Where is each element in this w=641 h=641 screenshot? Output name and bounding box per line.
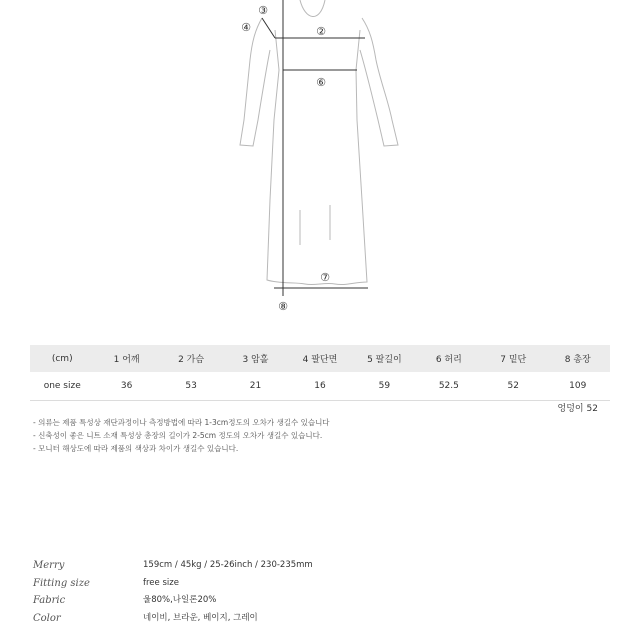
- marker-4: ④: [241, 21, 251, 34]
- marker-8: ⑧: [278, 300, 288, 313]
- info-label: Color: [33, 612, 61, 624]
- marker-7: ⑦: [320, 271, 330, 284]
- measure-lines: [262, 0, 368, 296]
- info-label: Fabric: [33, 595, 66, 606]
- info-row-model: [33, 557, 433, 575]
- info-row-fabric: [33, 592, 433, 610]
- row-label: one size: [30, 372, 94, 400]
- table-cell: 53: [159, 372, 223, 400]
- dress-outline: [240, 0, 398, 285]
- info-row-fitting: [33, 575, 433, 593]
- header-cell-waist: 6 허리: [435, 355, 462, 365]
- info-value: 네이비, 브라운, 베이지, 그레이: [143, 612, 258, 623]
- note-item: - 모니터 해상도에 따라 제품의 색상과 차이가 생길수 있습니다.: [33, 444, 239, 453]
- header-cell-shoulder: 1 어깨: [113, 355, 140, 365]
- notes-list: [33, 416, 330, 455]
- info-label: Merry: [33, 560, 65, 571]
- header-cell-unit: (cm): [51, 353, 73, 364]
- note-item: - 의류는 제품 특성상 재단과정이나 측정방법에 따라 1-3cm정도의 오차가 생길수 있습니다: [33, 418, 330, 427]
- product-info: [33, 557, 433, 627]
- table-cell: 52.5: [417, 372, 481, 400]
- hip-note: 엉덩이 52: [557, 403, 598, 414]
- table-extra-row: [30, 400, 610, 414]
- header-cell-chest: 2 가슴: [178, 355, 205, 365]
- info-value: free size: [143, 577, 179, 588]
- size-table-header: [30, 345, 610, 372]
- table-row: [30, 372, 610, 400]
- garment-diagram: [0, 0, 641, 320]
- note-item: - 신축성이 좋은 니트 소재 특성상 총장의 길이가 2-5cm 정도의 오차가 생길수 있습니다.: [33, 431, 323, 440]
- header-cell-hem: 7 밑단: [500, 355, 527, 365]
- marker-3: ③: [258, 4, 268, 17]
- table-cell: 36: [94, 372, 158, 400]
- size-table: [30, 345, 610, 414]
- header-cell-sleeve-length: 5 팔길이: [367, 355, 402, 365]
- marker-2: ②: [316, 25, 326, 38]
- header-cell-armhole: 3 암홀: [242, 355, 269, 365]
- header-cell-sleeve-width: 4 팔단면: [302, 355, 338, 365]
- info-value: 159cm / 45kg / 25-26inch / 230-235mm: [143, 560, 313, 570]
- table-cell: 59: [352, 372, 416, 400]
- table-cell: 21: [223, 372, 287, 400]
- markers: [241, 4, 330, 313]
- info-label: Fitting size: [33, 577, 90, 589]
- info-value: 울80%,나일론20%: [143, 595, 217, 605]
- info-row-color: [33, 610, 433, 628]
- table-cell: 109: [546, 372, 611, 400]
- table-cell: 16: [288, 372, 352, 400]
- marker-6: ⑥: [316, 76, 326, 89]
- header-cell-total-length: 8 총장: [564, 355, 591, 365]
- table-cell: 52: [481, 372, 545, 400]
